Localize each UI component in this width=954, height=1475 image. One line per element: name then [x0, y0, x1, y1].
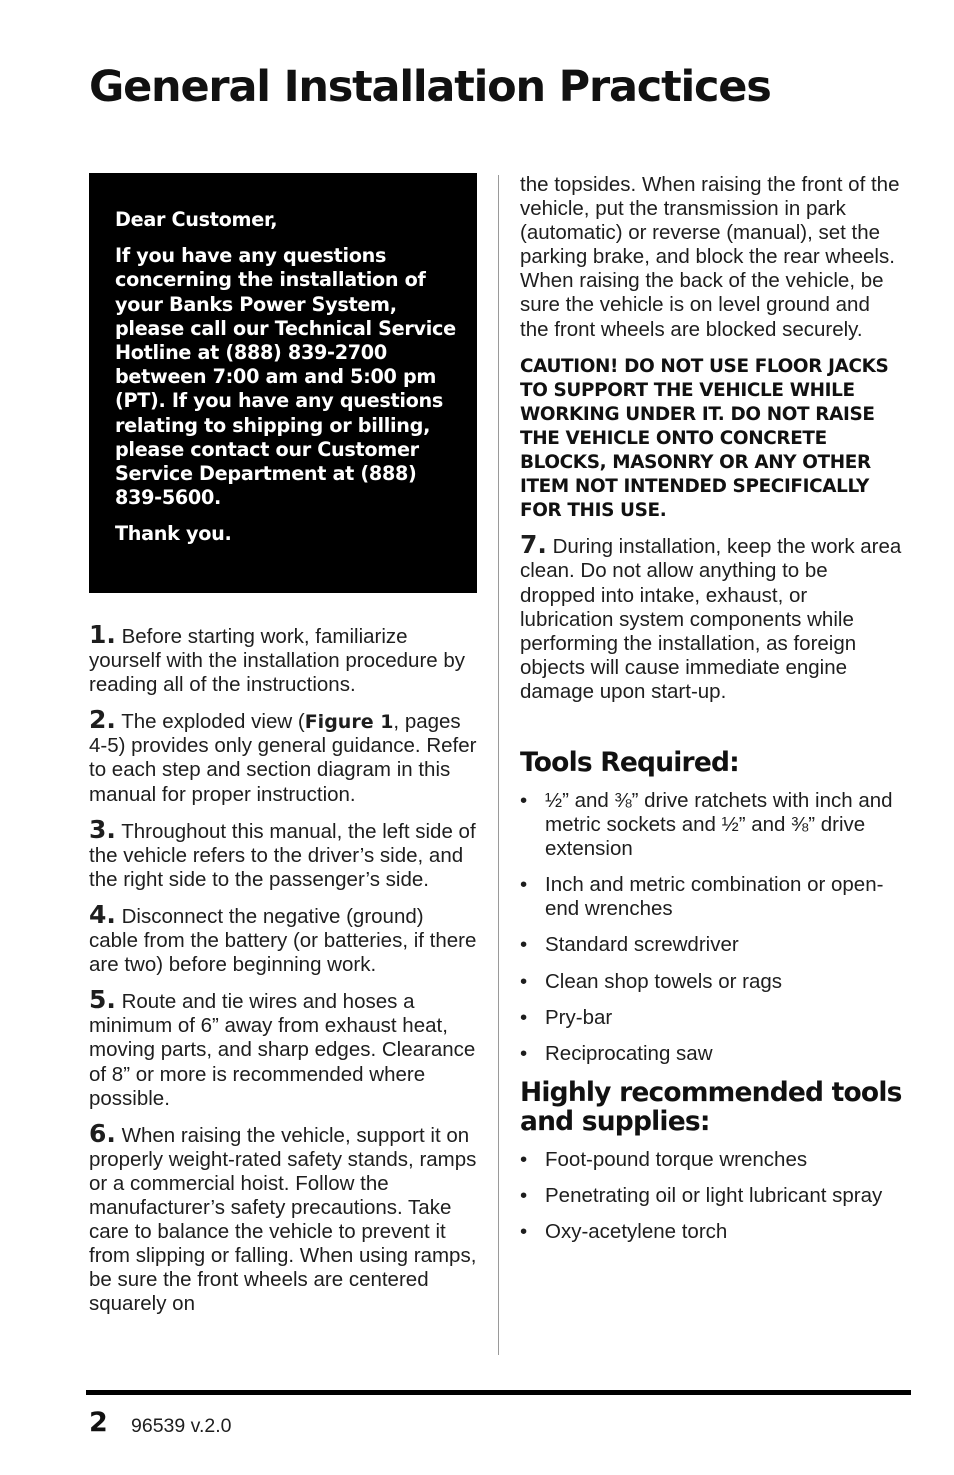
- footer-rule: [86, 1390, 911, 1395]
- caution-warning: CAUTION! DO NOT USE FLOOR JACKS TO SUPPORT THE VEHICLE WHILE WORKING UNDER IT. DO NOT RAISE THE VEHICLE ONTO CONCRETE BLOCKS, MASONRY OR ANY OTHER ITEM NOT INTENDED SPECIFICALLY FOR THIS USE.: [520, 355, 889, 522]
- recommended-tools-list: [520, 1148, 904, 1244]
- list-item: • Reciprocating saw: [520, 1041, 713, 1065]
- list-item: • Foot-pound torque wrenches: [520, 1147, 808, 1171]
- notice-body: If you have any questions concerning the installation of your Banks Power System, please call our Technical Service Hotline at (888) 839-2700 between 7:00 am and 5:00 pm (PT). If you have any questions relating to shipping or billing, please contact our Customer Service Department at (888) 839-5600.: [115, 244, 456, 510]
- list-item: • Standard screwdriver: [520, 933, 739, 957]
- list-item: • Pry-bar: [520, 1005, 613, 1029]
- step-text: Disconnect the negative (ground) cable from the battery (or batteries, if there are two) before beginning work.: [89, 904, 477, 977]
- step-number: 7.: [520, 530, 547, 560]
- bullet-icon: •: [520, 1041, 528, 1065]
- notice-greeting: Dear Customer,: [115, 208, 278, 231]
- step-number: 1.: [89, 620, 116, 649]
- step-number: 2.: [89, 705, 116, 735]
- step-text: Before starting work, familiarize yourself with the installation procedure by reading all of the instructions.: [89, 625, 466, 697]
- bullet-icon: •: [520, 933, 528, 957]
- right-column: [520, 173, 904, 1256]
- figure-reference: Figure 1: [304, 711, 394, 734]
- tools-required-heading: Tools Required:: [520, 746, 739, 778]
- bullet-icon: •: [520, 1005, 528, 1029]
- bullet-icon: •: [520, 1147, 528, 1171]
- step-text: The exploded view (: [115, 710, 305, 734]
- step-number: 4.: [89, 899, 116, 929]
- step-text: , pages 4-5) provides only general guidance. Refer to each step and section diagram in this manual for proper instruction.: [89, 710, 477, 806]
- steps-list: [89, 620, 477, 1316]
- notice-closing: Thank you.: [115, 522, 232, 546]
- list-item: • Oxy-acetylene torch: [520, 1220, 728, 1243]
- bullet-icon: •: [520, 1220, 528, 1243]
- tools-required-list: [520, 789, 904, 1066]
- step-6-continued: the topsides. When raising the front of the vehicle, put the transmission in park (automatic) or reverse (manual), set the parking brake, and block the rear wheels. When raising the back of the vehicle, be sure the vehicle is on level ground and the front wheels are blocked securely.: [520, 173, 900, 341]
- list-item: • Penetrating oil or light lubricant spray: [520, 1183, 883, 1207]
- step-7: [520, 530, 904, 704]
- step-2: [89, 705, 477, 806]
- step-text: Route and tie wires and hoses a minimum of 6” away from exhaust heat, moving parts, and sharp edges. Clearance of 8” or more is recommended where possible.: [89, 990, 476, 1110]
- customer-notice-box: [89, 173, 477, 593]
- step-3: [89, 814, 477, 892]
- bullet-icon: •: [520, 788, 528, 812]
- step-text: Throughout this manual, the left side of the vehicle refers to the driver’s side, and the right side to the passenger’s side.: [89, 819, 476, 891]
- step-number: 3.: [89, 814, 116, 844]
- column-divider: [498, 175, 499, 1355]
- list-item: • Inch and metric combination or open-end wrenches: [520, 873, 884, 921]
- recommended-tools-heading: Highly recommended tools and supplies:: [520, 1076, 902, 1137]
- bullet-icon: •: [520, 1183, 528, 1207]
- step-number: 6.: [89, 1118, 116, 1148]
- bullet-icon: •: [520, 873, 528, 897]
- list-item: • Clean shop towels or rags: [520, 969, 783, 993]
- page-number: 2: [89, 1407, 108, 1438]
- step-4: [89, 899, 477, 977]
- step-text: During installation, keep the work area clean. Do not allow anything to be dropped into intake, exhaust, or lubrication system components while performing the installation, as foreign objects will cause immediate engine damage upon start-up.: [520, 535, 902, 703]
- list-item: • ½” and ⅜” drive ratchets with inch and metric sockets and ½” and ⅜” drive extension: [520, 788, 893, 861]
- bullet-icon: •: [520, 969, 528, 993]
- step-5: [89, 985, 477, 1110]
- step-text: When raising the vehicle, support it on properly weight-rated safety stands, ramps or a commercial hoist. Follow the manufacturer’s safety precautions. Take care to balance the vehicle to prevent it from slipping or falling. When using ramps, be sure the front wheels are centered squarely on: [89, 1123, 477, 1316]
- step-number: 5.: [89, 985, 116, 1015]
- left-column: [89, 173, 477, 1327]
- step-6: [89, 1118, 477, 1317]
- document-code: 96539 v.2.0: [131, 1415, 232, 1437]
- step-1: [89, 620, 477, 697]
- page-title: General Installation Practices: [89, 62, 771, 112]
